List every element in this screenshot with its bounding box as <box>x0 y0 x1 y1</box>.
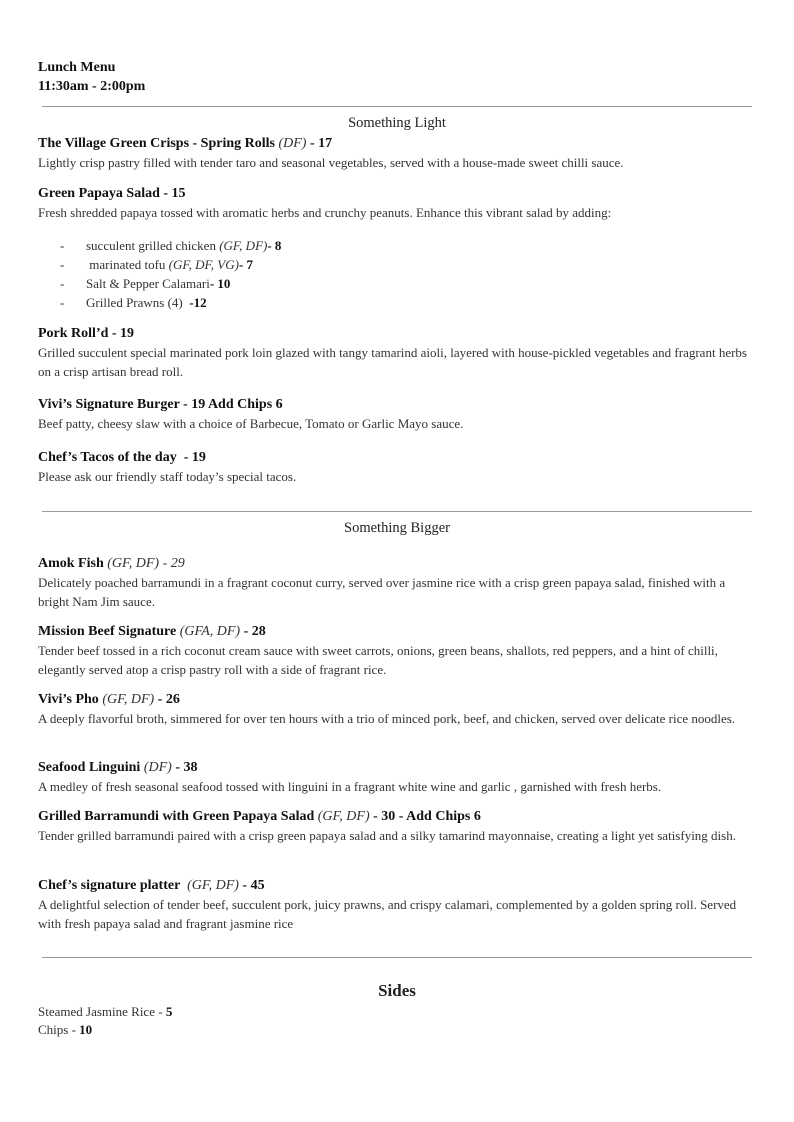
dietary-tag: (GFA, DF) <box>179 624 241 639</box>
addon-price: - 7 <box>238 257 254 272</box>
item-price: - 17 <box>309 136 333 151</box>
list-item <box>38 293 281 312</box>
dietary-tag: (DF) <box>278 136 307 151</box>
menu-item <box>38 135 758 173</box>
side-price: 10 <box>79 1022 93 1037</box>
addon-price: - 8 <box>267 238 282 253</box>
menu-item <box>38 877 758 933</box>
item-description: A medley of fresh seasonal seafood tossed with linguini in a fragrant white wine and garlic , garnished with fresh herbs. <box>38 779 662 794</box>
list-dash: - <box>60 295 65 310</box>
section-title-something-light: Something Light <box>348 115 446 131</box>
menu-item <box>38 185 758 223</box>
dietary-tag: (GF, DF) <box>219 238 268 253</box>
menu-hours: 11:30am - 2:00pm <box>38 79 146 94</box>
divider <box>42 106 752 107</box>
side-label: Chips - <box>38 1022 80 1037</box>
list-item <box>38 236 281 255</box>
dietary-tag: (GF, DF, VG) <box>168 257 239 272</box>
item-title <box>38 877 758 895</box>
item-name: The Village Green Crisps - Spring Rolls <box>38 136 275 151</box>
item-description: Beef patty, cheesy slaw with a choice of Barbecue, Tomato or Garlic Mayo sauce. <box>38 416 464 431</box>
item-name: Vivi’s Signature Burger - 19 Add Chips 6 <box>38 397 283 412</box>
item-price: - 30 - Add Chips 6 <box>373 809 481 824</box>
item-price: - 26 <box>157 692 180 707</box>
item-price: - 28 <box>243 624 266 639</box>
item-description: Delicately poached barramundi in a fragrant coconut curry, served over jasmine rice with a crisp green papaya salad, finished with a bright Nam Jim sauce. <box>38 575 726 609</box>
item-description: Fresh shredded papaya tossed with aromatic herbs and crunchy peanuts. Enhance this vibrant salad by adding: <box>38 205 612 220</box>
dietary-tag: (DF) <box>143 760 172 775</box>
addon-price: -12 <box>189 295 207 310</box>
item-name: Grilled Barramundi with Green Papaya Salad <box>38 809 315 824</box>
list-item <box>38 255 281 274</box>
menu-header <box>38 58 145 96</box>
item-name: Amok Fish <box>38 556 104 571</box>
menu-item <box>38 555 758 611</box>
section-title-something-bigger: Something Bigger <box>344 520 450 536</box>
menu-item <box>38 623 758 679</box>
menu-item <box>38 808 758 846</box>
item-title <box>38 691 758 709</box>
menu-item <box>38 325 758 381</box>
item-title <box>38 185 758 203</box>
item-description: Tender beef tossed in a rich coconut cream sauce with sweet carrots, onions, green beans, shallots, red peppers, and a hint of chilli, elegantly served atop a crisp pastry roll with a side of fragrant rice. <box>38 643 718 677</box>
item-name: Seafood Linguini <box>38 760 141 775</box>
addon-label: marinated tofu <box>86 257 166 272</box>
menu-item <box>38 449 758 487</box>
list-dash: - <box>60 257 65 272</box>
item-price: - 38 <box>175 760 198 775</box>
item-title <box>38 135 758 153</box>
dietary-tag: (GF, DF) <box>102 692 155 707</box>
dietary-tag: (GF, DF) - 29 <box>107 556 185 571</box>
addon-label: Grilled Prawns (4) <box>86 295 187 310</box>
menu-item <box>38 691 758 729</box>
side-label: Steamed Jasmine Rice - <box>38 1004 166 1019</box>
item-price: - 45 <box>242 878 265 893</box>
divider <box>42 511 752 512</box>
item-name: Chef’s Tacos of the day - 19 <box>38 450 206 465</box>
item-description: Please ask our friendly staff today’s special tacos. <box>38 469 297 484</box>
list-dash: - <box>60 276 65 291</box>
item-name: Pork Roll’d - 19 <box>38 326 135 341</box>
item-description: A delightful selection of tender beef, succulent pork, juicy prawns, and crispy calamari, complemented by a golden spring roll. Served with fresh papaya salad and fragrant jasmine rice <box>38 897 737 931</box>
item-title <box>38 325 758 343</box>
addon-price: - 10 <box>209 276 231 291</box>
item-title <box>38 555 758 573</box>
item-title <box>38 759 758 777</box>
item-title <box>38 808 758 826</box>
item-name: Mission Beef Signature <box>38 624 177 639</box>
item-name: Vivi’s Pho <box>38 692 99 707</box>
item-title <box>38 449 758 467</box>
item-description: Tender grilled barramundi paired with a crisp green papaya salad and a silky tamarind mayonnaise, creating a light yet satisfying dish. <box>38 828 736 843</box>
addon-list <box>38 236 281 312</box>
divider <box>42 957 752 958</box>
item-title <box>38 396 758 414</box>
list-item <box>38 1021 172 1039</box>
addon-label: succulent grilled chicken <box>86 238 216 253</box>
addon-label: Salt & Pepper Calamari <box>86 276 210 291</box>
item-name: Chef’s signature platter <box>38 878 184 893</box>
item-description: Grilled succulent special marinated pork loin glazed with tangy tamarind aioli, layered with house-pickled vegetables and fragrant herbs on a crisp artisan bread roll. <box>38 345 747 379</box>
menu-title: Lunch Menu <box>38 60 116 75</box>
section-title-sides: Sides <box>378 981 416 1000</box>
sides-list <box>38 1003 172 1039</box>
item-description: Lightly crisp pastry filled with tender taro and seasonal vegetables, served with a house-made sweet chilli sauce. <box>38 155 624 170</box>
item-name: Green Papaya Salad - 15 <box>38 186 186 201</box>
item-title <box>38 623 758 641</box>
side-price: 5 <box>165 1004 173 1019</box>
list-item <box>38 274 281 293</box>
list-dash: - <box>60 238 65 253</box>
menu-item <box>38 396 758 434</box>
menu-item <box>38 759 758 797</box>
dietary-tag: (GF, DF) <box>317 809 370 824</box>
list-item <box>38 1003 172 1021</box>
dietary-tag: (GF, DF) <box>187 878 239 893</box>
item-description: A deeply flavorful broth, simmered for over ten hours with a trio of minced pork, beef, and chicken, served over delicate rice noodles. <box>38 711 736 726</box>
